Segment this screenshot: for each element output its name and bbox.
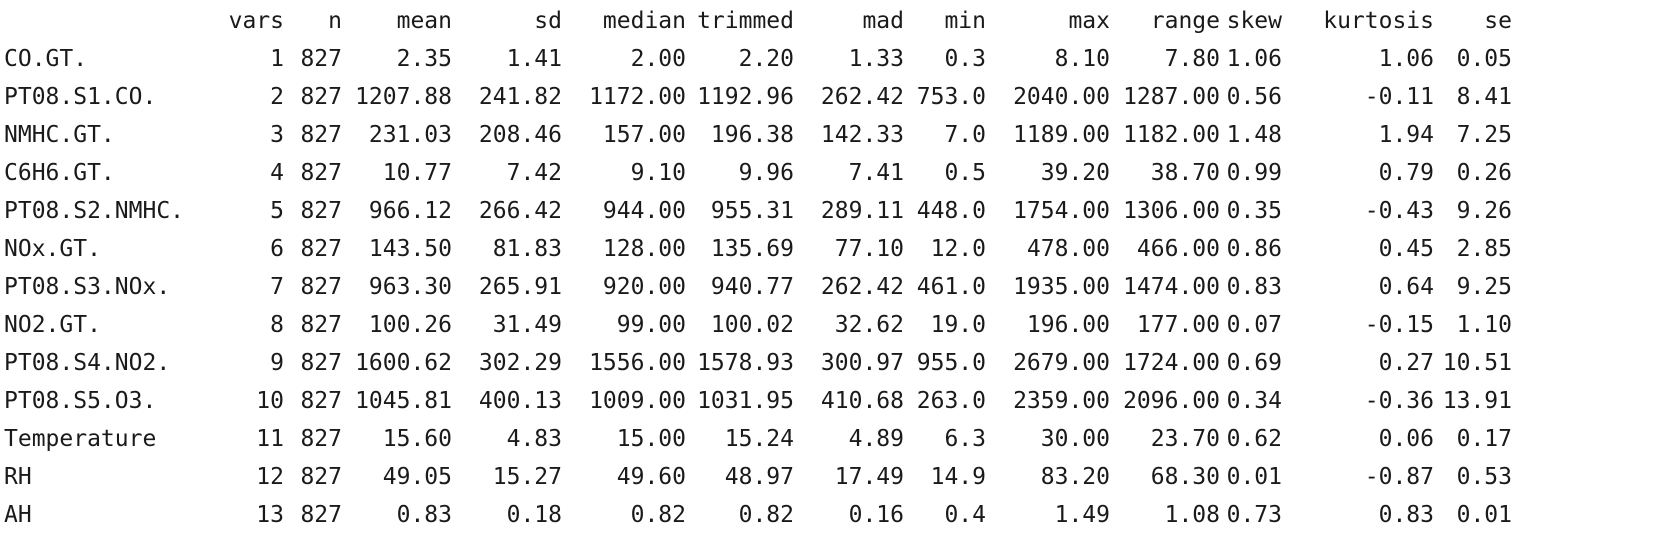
cell-mean: 1045.81 (355, 388, 452, 414)
cell-n: 827 (300, 274, 342, 300)
cell-range: 1.08 (1164, 502, 1220, 528)
cell-max: 1754.00 (1013, 198, 1110, 224)
cell-median: 49.60 (616, 464, 686, 490)
table-row (4, 268, 1512, 306)
cell-vars: 9 (270, 350, 284, 376)
cell-sd: 265.91 (478, 274, 562, 300)
cell-mad: 7.41 (848, 160, 904, 186)
cell-vars: 7 (270, 274, 284, 300)
column-header-kurtosis: kurtosis (1323, 8, 1434, 34)
row-name: PT08.S4.NO2. (4, 350, 171, 376)
cell-mean: 10.77 (382, 160, 452, 186)
cell-trimmed: 1578.93 (697, 350, 794, 376)
cell-trimmed: 48.97 (724, 464, 794, 490)
row-name: C6H6.GT. (4, 160, 115, 186)
cell-n: 827 (300, 312, 342, 338)
cell-mad: 410.68 (820, 388, 904, 414)
cell-trimmed: 15.24 (724, 426, 794, 452)
table-row (4, 458, 1512, 496)
cell-range: 1474.00 (1123, 274, 1220, 300)
cell-mad: 77.10 (834, 236, 904, 262)
cell-min: 6.3 (944, 426, 986, 452)
row-name: RH (4, 464, 32, 490)
cell-mean: 1207.88 (355, 84, 452, 110)
cell-mean: 100.26 (368, 312, 452, 338)
cell-median: 2.00 (630, 46, 686, 72)
table-row (4, 116, 1512, 154)
header-row (4, 2, 1512, 40)
cell-max: 1189.00 (1013, 122, 1110, 148)
cell-kurtosis: -0.11 (1364, 84, 1434, 110)
column-header-sd: sd (534, 8, 562, 34)
cell-median: 128.00 (602, 236, 686, 262)
cell-se: 0.17 (1456, 426, 1512, 452)
cell-sd: 0.18 (506, 502, 562, 528)
cell-trimmed: 1031.95 (697, 388, 794, 414)
cell-skew: 0.35 (1226, 198, 1282, 224)
column-header-max: max (1068, 8, 1110, 34)
cell-median: 1172.00 (589, 84, 686, 110)
cell-sd: 1.41 (506, 46, 562, 72)
cell-range: 68.30 (1150, 464, 1220, 490)
cell-vars: 13 (256, 502, 284, 528)
cell-mean: 15.60 (382, 426, 452, 452)
cell-range: 7.80 (1164, 46, 1220, 72)
cell-skew: 0.01 (1226, 464, 1282, 490)
column-header-median: median (602, 8, 686, 34)
cell-mad: 1.33 (848, 46, 904, 72)
cell-min: 448.0 (916, 198, 986, 224)
cell-skew: 0.34 (1226, 388, 1282, 414)
cell-n: 827 (300, 502, 342, 528)
cell-kurtosis: 1.06 (1378, 46, 1434, 72)
column-header-skew: skew (1226, 8, 1282, 34)
cell-min: 12.0 (930, 236, 986, 262)
row-name: PT08.S2.NMHC. (4, 198, 185, 224)
cell-se: 0.05 (1456, 46, 1512, 72)
cell-min: 263.0 (916, 388, 986, 414)
cell-mean: 143.50 (368, 236, 452, 262)
column-header-mean: mean (396, 8, 452, 34)
cell-min: 753.0 (916, 84, 986, 110)
cell-se: 13.91 (1442, 388, 1512, 414)
cell-median: 99.00 (616, 312, 686, 338)
cell-skew: 1.06 (1226, 46, 1282, 72)
row-name: PT08.S1.CO. (4, 84, 157, 110)
cell-n: 827 (300, 464, 342, 490)
cell-min: 0.4 (944, 502, 986, 528)
cell-trimmed: 2.20 (738, 46, 794, 72)
cell-n: 827 (300, 388, 342, 414)
cell-sd: 241.82 (478, 84, 562, 110)
table-row (4, 306, 1512, 344)
cell-n: 827 (300, 160, 342, 186)
cell-kurtosis: -0.15 (1364, 312, 1434, 338)
cell-max: 2359.00 (1013, 388, 1110, 414)
cell-n: 827 (300, 122, 342, 148)
cell-range: 23.70 (1150, 426, 1220, 452)
cell-se: 1.10 (1456, 312, 1512, 338)
cell-mean: 0.83 (396, 502, 452, 528)
cell-mad: 300.97 (820, 350, 904, 376)
cell-se: 8.41 (1456, 84, 1512, 110)
cell-mean: 1600.62 (355, 350, 452, 376)
column-header-trimmed: trimmed (697, 8, 794, 34)
row-name-header (4, 2, 216, 40)
column-header-n: n (328, 8, 342, 34)
cell-n: 827 (300, 46, 342, 72)
row-name: Temperature (4, 426, 157, 452)
cell-skew: 0.62 (1226, 426, 1282, 452)
table-row (4, 420, 1512, 458)
cell-kurtosis: 0.06 (1378, 426, 1434, 452)
cell-trimmed: 0.82 (738, 502, 794, 528)
cell-skew: 0.69 (1226, 350, 1282, 376)
cell-mean: 231.03 (368, 122, 452, 148)
cell-trimmed: 940.77 (710, 274, 794, 300)
table-row (4, 344, 1512, 382)
row-name: AH (4, 502, 32, 528)
column-header-se: se (1484, 8, 1512, 34)
cell-n: 827 (300, 198, 342, 224)
row-name: CO.GT. (4, 46, 88, 72)
cell-kurtosis: 0.45 (1378, 236, 1434, 262)
cell-sd: 266.42 (478, 198, 562, 224)
cell-min: 955.0 (916, 350, 986, 376)
cell-median: 157.00 (602, 122, 686, 148)
cell-n: 827 (300, 84, 342, 110)
cell-mean: 966.12 (368, 198, 452, 224)
cell-trimmed: 100.02 (710, 312, 794, 338)
cell-skew: 0.56 (1226, 84, 1282, 110)
cell-sd: 15.27 (492, 464, 562, 490)
cell-skew: 0.73 (1226, 502, 1282, 528)
cell-vars: 5 (270, 198, 284, 224)
table-row (4, 382, 1512, 420)
table-row (4, 154, 1512, 192)
table-row (4, 78, 1512, 116)
column-header-range: range (1150, 8, 1220, 34)
cell-mad: 32.62 (834, 312, 904, 338)
cell-median: 9.10 (630, 160, 686, 186)
cell-max: 2679.00 (1013, 350, 1110, 376)
describe-output-table (4, 2, 1512, 534)
cell-median: 1009.00 (589, 388, 686, 414)
cell-range: 1287.00 (1123, 84, 1220, 110)
cell-mad: 262.42 (820, 84, 904, 110)
cell-min: 461.0 (916, 274, 986, 300)
row-name: NO2.GT. (4, 312, 101, 338)
row-name: NMHC.GT. (4, 122, 115, 148)
cell-max: 2040.00 (1013, 84, 1110, 110)
table-row (4, 40, 1512, 78)
cell-n: 827 (300, 350, 342, 376)
cell-mad: 17.49 (834, 464, 904, 490)
cell-vars: 11 (256, 426, 284, 452)
cell-kurtosis: 0.27 (1378, 350, 1434, 376)
cell-kurtosis: 1.94 (1378, 122, 1434, 148)
cell-skew: 0.07 (1226, 312, 1282, 338)
cell-sd: 400.13 (478, 388, 562, 414)
cell-kurtosis: -0.43 (1364, 198, 1434, 224)
table-row (4, 192, 1512, 230)
cell-skew: 0.86 (1226, 236, 1282, 262)
cell-skew: 0.83 (1226, 274, 1282, 300)
column-header-vars: vars (228, 8, 284, 34)
cell-max: 39.20 (1040, 160, 1110, 186)
cell-max: 8.10 (1054, 46, 1110, 72)
cell-sd: 7.42 (506, 160, 562, 186)
cell-min: 7.0 (944, 122, 986, 148)
cell-sd: 4.83 (506, 426, 562, 452)
cell-max: 1935.00 (1013, 274, 1110, 300)
cell-range: 466.00 (1136, 236, 1220, 262)
cell-max: 478.00 (1026, 236, 1110, 262)
cell-n: 827 (300, 426, 342, 452)
cell-range: 2096.00 (1123, 388, 1220, 414)
cell-se: 0.01 (1456, 502, 1512, 528)
cell-max: 196.00 (1026, 312, 1110, 338)
cell-vars: 4 (270, 160, 284, 186)
cell-kurtosis: 0.83 (1378, 502, 1434, 528)
cell-mean: 963.30 (368, 274, 452, 300)
cell-se: 0.53 (1456, 464, 1512, 490)
cell-skew: 1.48 (1226, 122, 1282, 148)
cell-mad: 289.11 (820, 198, 904, 224)
cell-min: 19.0 (930, 312, 986, 338)
cell-max: 1.49 (1054, 502, 1110, 528)
cell-se: 9.25 (1456, 274, 1512, 300)
cell-range: 38.70 (1150, 160, 1220, 186)
column-header-mad: mad (862, 8, 904, 34)
cell-vars: 3 (270, 122, 284, 148)
cell-se: 0.26 (1456, 160, 1512, 186)
cell-se: 7.25 (1456, 122, 1512, 148)
cell-median: 944.00 (602, 198, 686, 224)
cell-mad: 0.16 (848, 502, 904, 528)
cell-min: 14.9 (930, 464, 986, 490)
cell-min: 0.5 (944, 160, 986, 186)
cell-kurtosis: -0.87 (1364, 464, 1434, 490)
cell-trimmed: 9.96 (738, 160, 794, 186)
cell-vars: 6 (270, 236, 284, 262)
cell-mad: 4.89 (848, 426, 904, 452)
cell-min: 0.3 (944, 46, 986, 72)
cell-n: 827 (300, 236, 342, 262)
table-row (4, 496, 1512, 534)
cell-max: 30.00 (1040, 426, 1110, 452)
cell-mean: 2.35 (396, 46, 452, 72)
cell-trimmed: 955.31 (710, 198, 794, 224)
table-row (4, 230, 1512, 268)
cell-se: 9.26 (1456, 198, 1512, 224)
column-header-min: min (944, 8, 986, 34)
cell-skew: 0.99 (1226, 160, 1282, 186)
cell-median: 1556.00 (589, 350, 686, 376)
cell-se: 10.51 (1442, 350, 1512, 376)
cell-median: 0.82 (630, 502, 686, 528)
cell-trimmed: 1192.96 (697, 84, 794, 110)
cell-range: 177.00 (1136, 312, 1220, 338)
cell-sd: 208.46 (478, 122, 562, 148)
cell-median: 920.00 (602, 274, 686, 300)
cell-sd: 81.83 (492, 236, 562, 262)
cell-mad: 142.33 (820, 122, 904, 148)
row-name: NOx.GT. (4, 236, 101, 262)
row-name: PT08.S3.NOx. (4, 274, 171, 300)
cell-trimmed: 196.38 (710, 122, 794, 148)
cell-max: 83.20 (1040, 464, 1110, 490)
cell-vars: 2 (270, 84, 284, 110)
cell-sd: 302.29 (478, 350, 562, 376)
cell-vars: 10 (256, 388, 284, 414)
cell-range: 1724.00 (1123, 350, 1220, 376)
cell-kurtosis: 0.64 (1378, 274, 1434, 300)
cell-mad: 262.42 (820, 274, 904, 300)
cell-range: 1182.00 (1123, 122, 1220, 148)
cell-vars: 8 (270, 312, 284, 338)
cell-mean: 49.05 (382, 464, 452, 490)
cell-trimmed: 135.69 (710, 236, 794, 262)
cell-kurtosis: -0.36 (1364, 388, 1434, 414)
cell-vars: 12 (256, 464, 284, 490)
cell-range: 1306.00 (1123, 198, 1220, 224)
cell-se: 2.85 (1456, 236, 1512, 262)
row-name: PT08.S5.O3. (4, 388, 157, 414)
cell-kurtosis: 0.79 (1378, 160, 1434, 186)
cell-median: 15.00 (616, 426, 686, 452)
cell-vars: 1 (270, 46, 284, 72)
cell-sd: 31.49 (492, 312, 562, 338)
